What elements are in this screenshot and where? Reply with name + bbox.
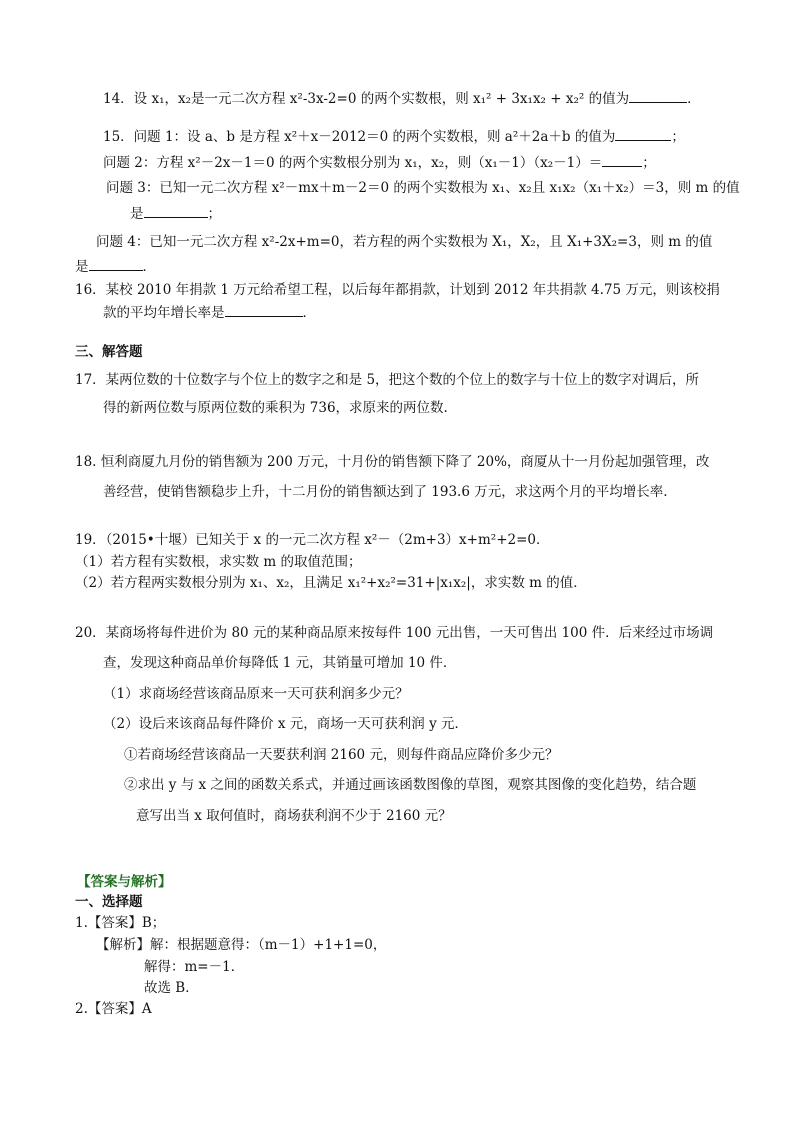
question-17-cont — [103, 398, 448, 418]
question-20-cont — [103, 653, 456, 673]
question-15-part-2 — [103, 152, 656, 173]
q20-text5: ①若商场经营该商品一天要获利润 2160 元，则每件商品应降价多少元？ — [124, 747, 559, 763]
q15-p2-blank — [602, 152, 642, 167]
answer-1-choice: 故选 B． — [144, 980, 199, 996]
q14-answer-blank — [629, 88, 687, 103]
answer-1-solution: 解得：m=－1． — [144, 959, 245, 975]
question-19-part-1 — [75, 552, 361, 572]
question-18-cont — [103, 482, 668, 502]
q19-text3: （2）若方程两实数根分别为 x₁、x₂，且满足 x₁²+x₂²=31+|x₁x₂|，求实数 m 的值． — [75, 575, 587, 591]
q15-p1-blank — [615, 126, 671, 141]
q17-text2: 得的新两位数与原两位数的乘积为 736，求原来的两位数. — [103, 400, 448, 416]
q16-blank — [225, 302, 303, 317]
q20-text7: 意写出当 x 取何值时，商场获利润不少于 2160 元？ — [136, 808, 452, 824]
question-17 — [75, 370, 699, 390]
question-16 — [75, 280, 720, 300]
answers-title: 【答案与解析】 — [77, 874, 172, 890]
q15-p1-text: 15．问题 1：设 a、b 是方程 x²＋x－2012＝0 的两个实数根，则 a²＋2a＋b 的值为 — [103, 129, 616, 145]
q19-text2: （1）若方程有实数根，求实数 m 的取值范围； — [75, 554, 362, 570]
question-18 — [75, 452, 709, 472]
answers-section-1: 一、选择题 — [75, 894, 143, 910]
q15-p2-text: 问题 2：方程 x²－2x－1＝0 的两个实数根分别为 x₁，x₂，则（x₁－1）（x₂－1）＝ — [103, 155, 603, 171]
q15-p4-text: 问题 4：已知一元二次方程 x²-2x+m=0，若方程的两个实数根为 X₁，X₂，且 X₁+3X₂=3，则 m 的值 — [96, 234, 713, 250]
question-20-part-2 — [103, 714, 468, 734]
q15-p3-blank — [144, 203, 208, 218]
q20-text6: ②求出 y 与 x 之间的函数关系式，并通过画该函数图像的草图，观察其图像的变化趋势，结合题 — [124, 777, 697, 793]
q20-text2: 查，发现这种商品单价每降低 1 元，其销量可增加 10 件． — [103, 655, 457, 671]
question-15-part-1 — [103, 126, 685, 147]
question-19 — [75, 530, 550, 550]
q15-p3-end: ； — [207, 206, 221, 222]
q15-p3-text: 问题 3：已知一元二次方程 x²－mx＋m－2＝0 的两个实数根为 x₁、x₂且 x₁x₂（x₁＋x₂）＝3，则 m 的值 — [106, 180, 740, 196]
section-heading-3: 三、解答题 — [75, 344, 143, 360]
q18-text: 18. 恒利商厦九月份的销售额为 200 万元，十月份的销售额下降了 20%，商厦从十一月份起加强管理，改 — [75, 454, 710, 470]
question-20-part-2-b-cont — [136, 806, 452, 826]
q15-p4-text2: 是 — [75, 259, 89, 275]
answer-2: 2.【答案】A — [75, 1001, 152, 1017]
answer-1-analysis: 【解析】解：根据题意得：（m－1）+1+1=0， — [96, 937, 387, 953]
q15-p4-end: ． — [142, 259, 156, 275]
question-15-part-3 — [106, 178, 740, 198]
q20-text4: （2）设后来该商品每件降价 x 元，商场一天可获利润 y 元． — [103, 716, 468, 732]
q14-text: 14．设 x₁，x₂是一元二次方程 x²-3x-2=0 的两个实数根，则 x₁² + 3x₁x₂ + x₂² 的值为 — [103, 91, 630, 107]
q16-text: 16．某校 2010 年捐款 1 万元给希望工程，以后每年都捐款，计划到 2012 年共捐款 4.75 万元，则该校捐 — [75, 282, 720, 298]
q20-text3: （1）求商场经营该商品原来一天可获利润多少元？ — [103, 686, 409, 702]
question-20-part-2-a — [124, 745, 558, 765]
question-19-part-2 — [75, 573, 587, 593]
question-15-part-4 — [96, 232, 712, 252]
q15-p4-blank — [89, 256, 143, 271]
question-15-part-3-cont — [130, 203, 221, 224]
question-20-part-2-b — [124, 775, 696, 795]
question-20 — [75, 623, 713, 643]
q17-text: 17．某两位数的十位数字与个位上的数字之和是 5，把这个数的个位上的数字与十位上的数字对调后，所 — [75, 372, 700, 388]
answer-1: 1.【答案】B； — [75, 915, 166, 931]
q19-text: 19．（2015•十堰）已知关于 x 的一元二次方程 x²－（2m+3）x+m²+2=0． — [75, 532, 550, 548]
question-20-part-1 — [103, 684, 409, 704]
question-14 — [103, 88, 701, 109]
q15-p1-end: ； — [671, 129, 685, 145]
q18-text2: 善经营，使销售额稳步上升，十二月份的销售额达到了 193.6 万元，求这两个月的平均增长率. — [103, 484, 668, 500]
question-15-part-4-cont — [75, 256, 156, 277]
q20-text: 20．某商场将每件进价为 80 元的某种商品原来按每件 100 元出售，一天可售出 100 件．后来经过市场调 — [75, 625, 714, 641]
q16-text2: 款的平均年增长率是 — [103, 305, 225, 321]
q15-p3-text2: 是 — [130, 206, 144, 222]
q14-end: ． — [687, 91, 701, 107]
q16-end: ． — [302, 305, 316, 321]
q15-p2-end: ； — [642, 155, 656, 171]
question-16-cont — [103, 302, 316, 323]
